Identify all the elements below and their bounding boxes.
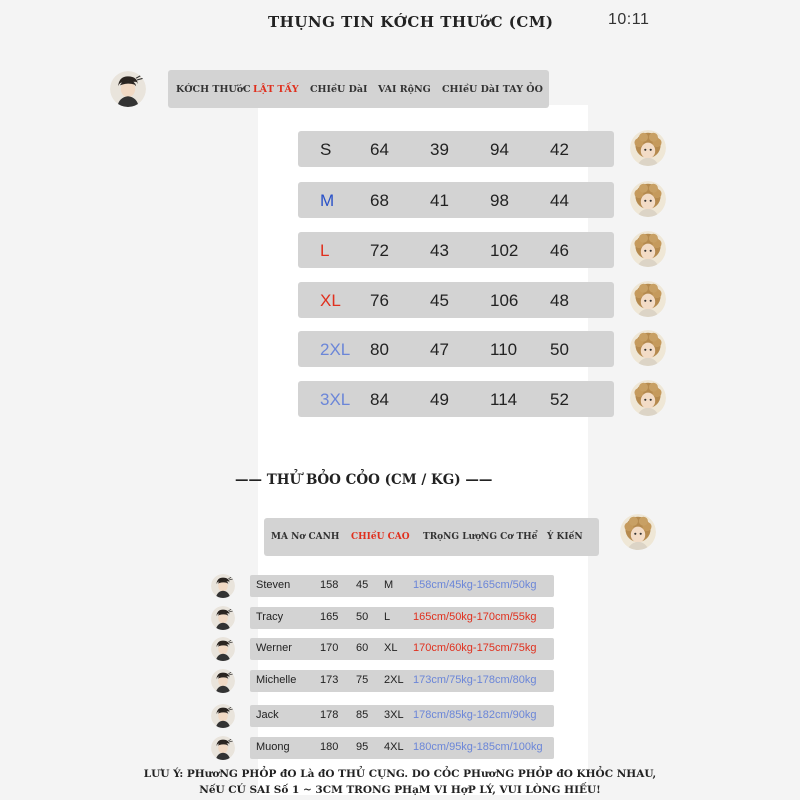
size-row <box>298 182 614 218</box>
avatar-icon <box>211 574 235 598</box>
fitting-name: Jack <box>256 709 279 721</box>
fitting-table-header <box>264 518 599 556</box>
size-value: 68 <box>370 191 389 210</box>
fitting-weight: 45 <box>356 579 369 591</box>
fitting-advice: 180cm/95kg-185cm/100kg <box>413 741 543 753</box>
fitting-size: L <box>384 611 391 623</box>
header-chest: LẬT TẤY <box>253 84 299 95</box>
avatar-icon <box>211 637 235 661</box>
fitting-row <box>250 607 554 629</box>
size-value: 106 <box>490 291 519 310</box>
avatar-icon <box>630 181 666 217</box>
fitting-name: Tracy <box>256 611 284 623</box>
size-row <box>298 331 614 367</box>
size-value: 45 <box>430 291 449 310</box>
fitting-advice: 158cm/45kg-165cm/50kg <box>413 579 537 591</box>
header-weight: TRọNG LượNG Cơ THể <box>423 532 538 542</box>
avatar-icon <box>630 380 666 416</box>
avatar-icon <box>630 281 666 317</box>
note-line-2: NếU CÚ SAI Số 1 ~ 3CM TRONG PHạM VI HợP LÝ, VUI LÒNG HIẾU! <box>199 784 601 796</box>
fitting-height: 178 <box>320 709 339 721</box>
header-shoulder: VAI RộNG <box>378 84 431 95</box>
size-value: 47 <box>430 340 449 359</box>
avatar-icon <box>630 231 666 267</box>
status-time: 10:11 <box>608 11 650 28</box>
size-value: 114 <box>490 390 518 409</box>
fitting-size: 3XL <box>384 709 404 721</box>
header-advice: Ý KIếN <box>547 532 583 542</box>
size-value: 50 <box>550 340 569 359</box>
fitting-name: Michelle <box>256 674 297 686</box>
fitting-advice: 173cm/75kg-178cm/80kg <box>413 674 537 686</box>
size-value: 80 <box>370 340 389 359</box>
size-value: 110 <box>490 340 518 359</box>
size-label: L <box>320 241 330 260</box>
fitting-section-title: —— THỬ BỎO CỎO (CM / KG) —— <box>235 472 493 488</box>
size-value: 44 <box>550 191 569 210</box>
fitting-advice: 165cm/50kg-170cm/55kg <box>413 611 537 623</box>
size-row <box>298 232 614 268</box>
fitting-weight: 75 <box>356 674 369 686</box>
fitting-height: 158 <box>320 579 339 591</box>
avatar-icon <box>211 704 235 728</box>
avatar-icon <box>211 606 235 630</box>
avatar-icon <box>620 514 656 550</box>
fitting-height: 180 <box>320 741 339 753</box>
fitting-name: Steven <box>256 579 291 591</box>
size-value: 72 <box>370 241 389 260</box>
size-value: 98 <box>490 191 509 210</box>
size-label: S <box>320 140 332 159</box>
size-label: M <box>320 191 335 210</box>
fitting-weight: 60 <box>356 642 369 654</box>
size-value: 102 <box>490 241 519 260</box>
fitting-row <box>250 575 554 597</box>
header-model: MA Nơ CANH <box>271 532 340 542</box>
note-line-1: LƯU Ý: PHươNG PHỎP đO Là đO THỦ CỤNG. DO CỎC PHươNG PHỎP đO KHỎC NHAU, <box>143 768 657 780</box>
size-value: 48 <box>550 291 569 310</box>
size-value: 64 <box>370 140 389 159</box>
avatar-icon <box>211 669 235 693</box>
header-sleeve: CHIềU DàI TAY ỎO <box>442 84 543 95</box>
fitting-advice: 170cm/60kg-175cm/75kg <box>413 642 537 654</box>
fitting-name: Muong <box>256 741 290 753</box>
fitting-weight: 85 <box>356 709 369 721</box>
fitting-height: 170 <box>320 642 339 654</box>
fitting-row <box>250 638 554 660</box>
fitting-height: 173 <box>320 674 339 686</box>
size-value: 46 <box>550 241 569 260</box>
size-value: 52 <box>550 390 569 409</box>
fitting-size: XL <box>384 642 398 654</box>
header-height: CHIềU CAO <box>351 532 410 542</box>
fitting-row <box>250 737 554 759</box>
fitting-advice: 178cm/85kg-182cm/90kg <box>413 709 537 721</box>
fitting-weight: 50 <box>356 611 369 623</box>
fitting-size: 2XL <box>384 674 404 686</box>
page-title: THỤNG TIN KỚCH THƯớC (CM) <box>268 13 554 31</box>
size-table-header <box>168 70 549 108</box>
fitting-weight: 95 <box>356 741 369 753</box>
size-value: 76 <box>370 291 389 310</box>
size-label: 3XL <box>320 390 351 409</box>
avatar-icon <box>630 330 666 366</box>
header-size: KỚCH THƯớC <box>176 84 251 95</box>
avatar-icon <box>630 130 666 166</box>
size-row <box>298 381 614 417</box>
avatar-icon <box>211 736 235 760</box>
size-label: 2XL <box>320 340 351 359</box>
size-row <box>298 131 614 167</box>
fitting-row <box>250 705 554 727</box>
header-length: CHIềU DàI <box>310 84 368 95</box>
fitting-name: Werner <box>256 642 292 654</box>
avatar-icon <box>110 71 146 107</box>
fitting-size: 4XL <box>384 741 404 753</box>
size-value: 41 <box>430 191 449 210</box>
size-value: 49 <box>430 390 449 409</box>
size-value: 39 <box>430 140 449 159</box>
size-label: XL <box>320 291 341 310</box>
fitting-row <box>250 670 554 692</box>
fitting-size: M <box>384 579 394 591</box>
fitting-height: 165 <box>320 611 339 623</box>
size-value: 94 <box>490 140 509 159</box>
size-value: 84 <box>370 390 389 409</box>
size-value: 42 <box>550 140 569 159</box>
size-value: 43 <box>430 241 449 260</box>
size-row <box>298 282 614 318</box>
